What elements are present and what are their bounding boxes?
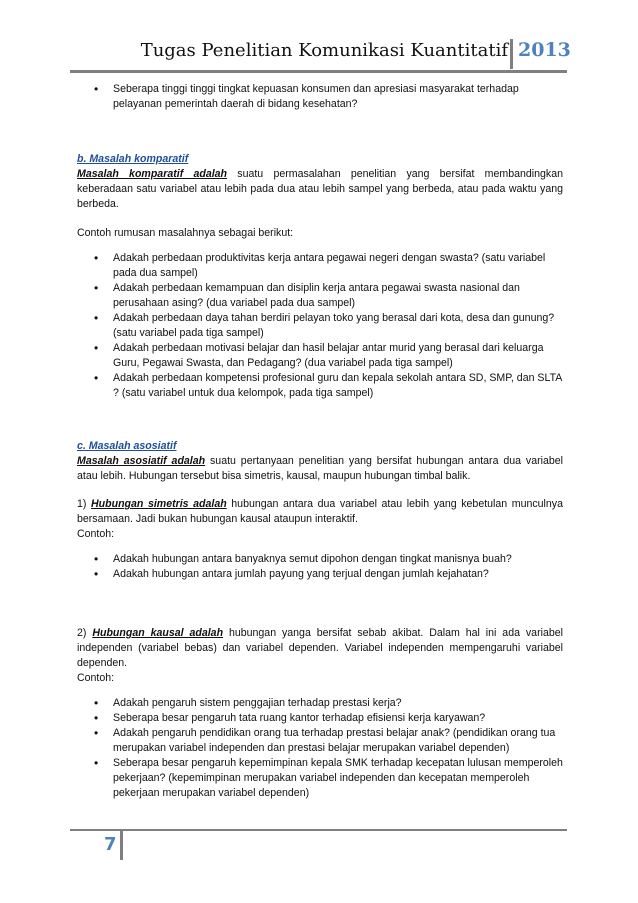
list-item: • Adakah pengaruh sistem penggajian terhadap prestasi kerja? [113, 696, 563, 711]
list-item: • Adakah perbedaan motivasi belajar dan hasil belajar antar murid yang berasal dari keluarga Guru, Pegawai Swasta, dan Pedagang? (dua variabel pada tiga sampel) [113, 341, 563, 371]
causal-text: hubungan yanga bersifat sebab akibat. Dalam hal ini ada variabel independen (variabel bebas) dan variabel dependen. Variabel independen mempengaruhi variabel dependen. [77, 627, 563, 669]
list-item: • Adakah hubungan antara jumlah payung yang terjual dengan jumlah kejahatan? [113, 567, 563, 582]
footer-separator [120, 830, 123, 860]
page-number: 7 [104, 834, 117, 855]
footer-rule [70, 829, 567, 831]
section-b-definition-text: suatu permasalahan penelitian yang bersifat membandingkan keberadaan satu variabel atau lebih pada dua atau lebih sampel yang berbeda, atau pada waktu yang berbeda. [77, 168, 563, 210]
causal-bullet-list [77, 696, 563, 801]
list-item: • Adakah perbedaan daya tahan berdiri pelayan toko yang berasal dari kota, desa dan gunung? (satu variabel pada tiga sampel) [113, 311, 563, 341]
causal-contoh-label: Contoh: [77, 672, 115, 684]
section-b-term: Masalah komparatif adalah [77, 168, 228, 180]
list-item: • Adakah perbedaan kemampuan dan disiplin kerja antara pegawai swasta nasional dan perusahaan asing? (dua variabel pada dua sampel) [113, 281, 563, 311]
list-item: • Adakah hubungan antara banyaknya semut dipohon dengan tingkat manisnya buah? [113, 552, 563, 567]
intro-bullet-list [77, 82, 563, 112]
document-title: Tugas Penelitian Komunikasi Kuantitatif [140, 40, 508, 61]
symmetric-text: hubungan antara dua variabel atau lebih yang kebetulan munculnya bersamaan. Jadi bukan hubungan kausal ataupun interaktif. [77, 498, 563, 525]
sub1-number: 1) [77, 498, 91, 510]
section-c-definition-text: suatu pertanyaan penelitian yang bersifat hubungan antara dua variabel atau lebih. Hubungan tersebut bisa simetris, kausal, maupun hubungan timbal balik. [77, 455, 564, 482]
section-b-heading: b. Masalah komparatif [77, 153, 189, 165]
section-c-definition [77, 454, 563, 484]
symmetric-bullet-list [77, 552, 563, 582]
causal-term: Hubungan kausal adalah [92, 627, 224, 639]
header-rule [70, 70, 567, 73]
page-content [77, 82, 563, 801]
section-b-bullet-list [77, 251, 563, 401]
causal-relation-paragraph [77, 626, 563, 671]
section-c-term: Masalah asosiatif adalah [77, 455, 206, 467]
page-header [0, 35, 638, 71]
list-item: • Adakah pengaruh pendidikan orang tua terhadap prestasi belajar anak? (pendidikan orang tua merupakan variabel independen dan prestasi belajar merupakan variabel dependen) [113, 726, 563, 756]
list-item: • Seberapa tinggi tinggi tingkat kepuasan konsumen dan apresiasi masyarakat terhadap pelayanan pemerintah daerah di bidang kesehatan? [113, 82, 563, 112]
header-separator [510, 39, 513, 69]
list-item: • Seberapa besar pengaruh kepemimpinan kepala SMK terhadap kecepatan lulusan memperoleh pekerjaan? (kepemimpinan merupakan variabel independen dan kecepatan memperoleh pekerjaan merupakan variabel dependen) [113, 756, 563, 801]
document-year: 2013 [518, 39, 571, 61]
sub2-number: 2) [77, 627, 93, 639]
section-b-example-intro: Contoh rumusan masalahnya sebagai berikut: [77, 227, 294, 239]
symmetric-relation-paragraph [77, 497, 563, 527]
section-b-definition [77, 167, 563, 212]
symmetric-term: Hubungan simetris adalah [91, 498, 227, 510]
section-c-heading: c. Masalah asosiatif [77, 440, 177, 452]
list-item: • Adakah perbedaan produktivitas kerja antara pegawai negeri dengan swasta? (satu variabel pada dua sampel) [113, 251, 563, 281]
list-item: • Seberapa besar pengaruh tata ruang kantor terhadap efisiensi kerja karyawan? [113, 711, 563, 726]
list-item: • Adakah perbedaan kompetensi profesional guru dan kepala sekolah antara SD, SMP, dan SLTA ? (satu variabel untuk dua kelompok, pada tiga sampel) [113, 371, 563, 401]
symmetric-contoh-label: Contoh: [77, 528, 115, 540]
